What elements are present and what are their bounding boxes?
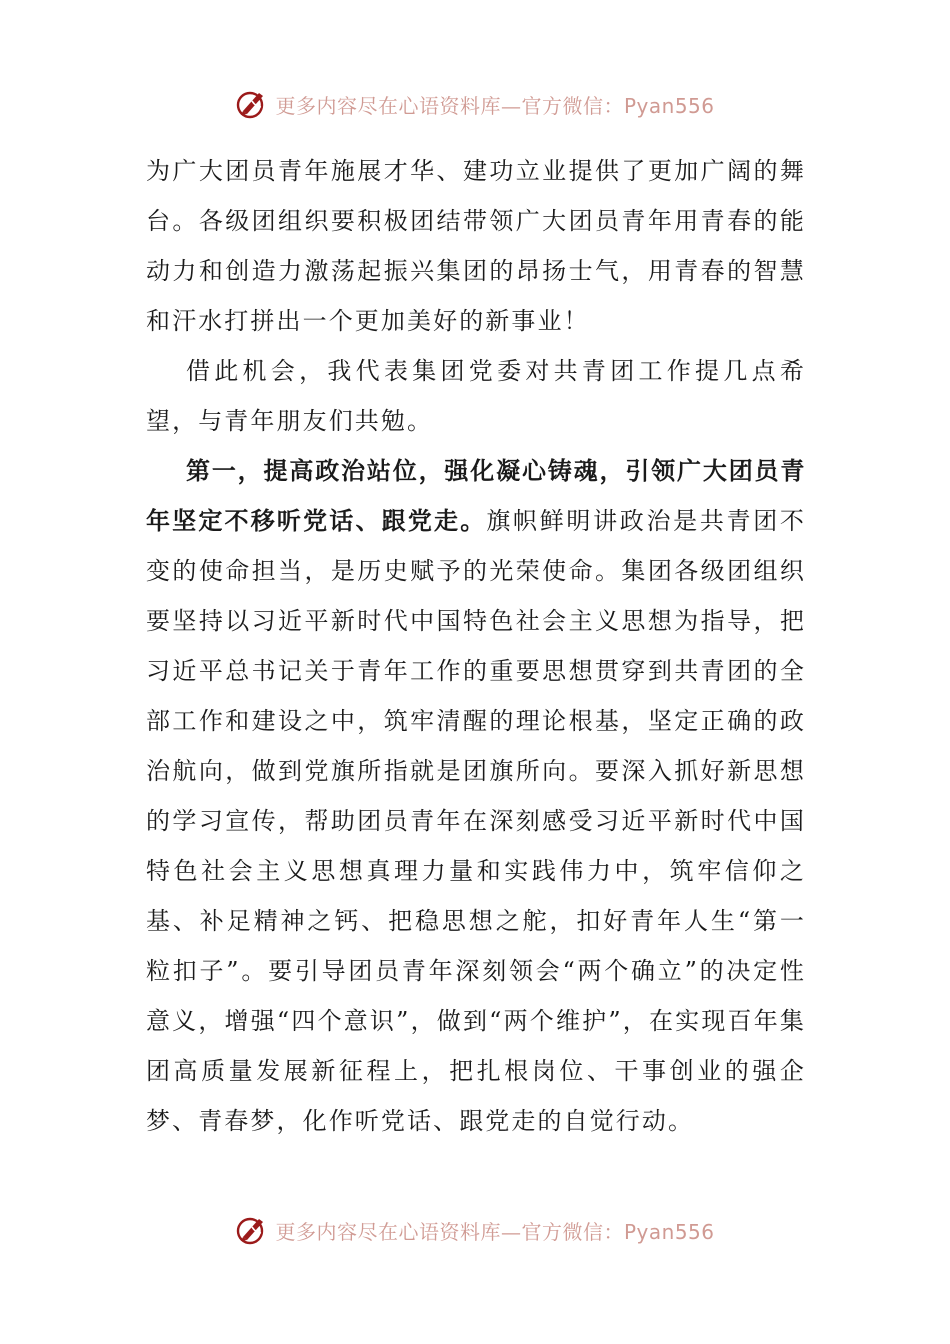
paragraph-2: 借此机会，我代表集团党委对共青团工作提几点希望，与青年朋友们共勉。 [146, 357, 806, 435]
footer-banner [0, 1210, 950, 1250]
pen-logo-icon [235, 1213, 269, 1247]
header-wechat-id: Pyan556 [623, 93, 715, 118]
footer-wechat-id: Pyan556 [623, 1219, 715, 1244]
document-body [146, 146, 806, 1146]
paragraph-3 [146, 446, 806, 1146]
paragraph-1: 为广大团员青年施展才华、建功立业提供了更加广阔的舞台。各级团组织要积极团结带领广大团员青年用青春的能动力和创造力激荡起振兴集团的昂扬士气，用青春的智慧和汗水打拼出一个更加美好的新事业！ [146, 157, 806, 335]
header-banner-text: 更多内容尽在心语资料库—官方微信：Pyan556 [275, 93, 715, 118]
paragraph-3-body: 旗帜鲜明讲政治是共青团不变的使命担当，是历史赋予的光荣使命。集团各级团组织要坚持以习近平新时代中国特色社会主义思想为指导，把习近平总书记关于青年工作的重要思想贯穿到共青团的全部工作和建设之中，筑牢清醒的理论根基，坚定正确的政治航向，做到党旗所指就是团旗所向。要深入抓好新思想的学习宣传，帮助团员青年在深刻感受习近平新时代中国特色社会主义思想真理力量和实践伟力中，筑牢信仰之基、补足精神之钙、把稳思想之舵，扣好青年人生“第一粒扣子”。要引导团员青年深刻领会“两个确立”的决定性意义，增强“四个意识”，做到“两个维护”，在实现百年集团高质量发展新征程上，把扎根岗位、干事创业的强企梦、青春梦，化作听党话、跟党走的自觉行动。 [146, 507, 806, 1135]
footer-banner-text: 更多内容尽在心语资料库—官方微信：Pyan556 [275, 1219, 715, 1244]
header-banner [0, 84, 950, 124]
pen-logo-icon [235, 87, 269, 121]
paragraph-3-heading: 第一，提高政治站位，强化凝心铸魂，引领广大团员青年坚定不移听党话、跟党走。 [146, 457, 806, 535]
